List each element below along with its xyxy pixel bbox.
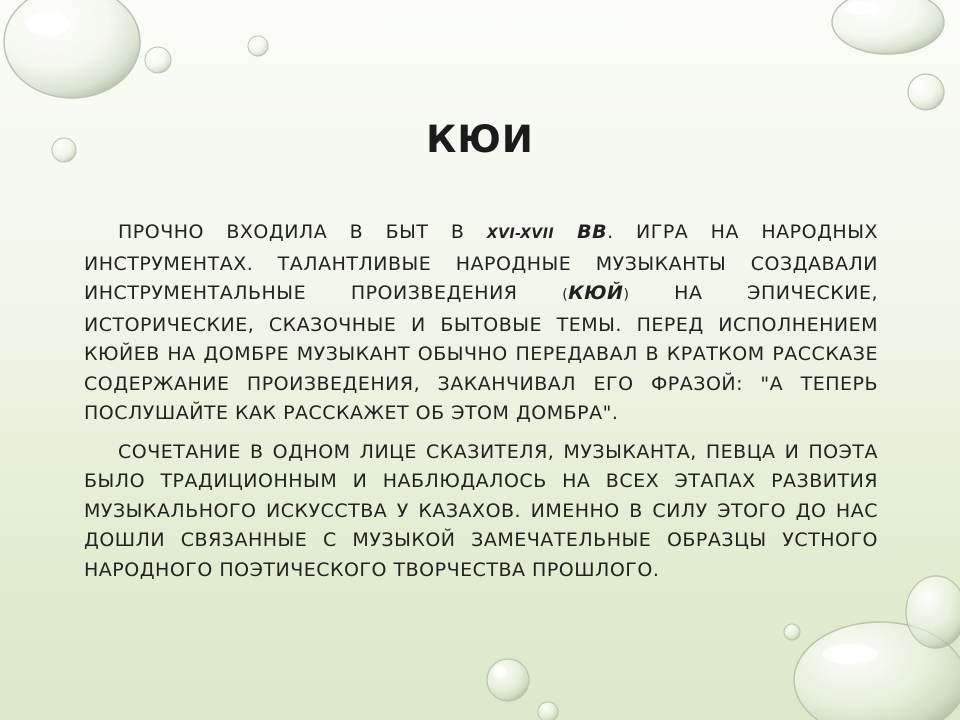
paragraph-2: СОЧЕТАНИЕ В ОДНОМ ЛИЦЕ СКАЗИТЕЛЯ, МУЗЫКАНТА, ПЕВЦА И ПОЭТА БЫЛО ТРАДИЦИОННЫМ И НАБЛЮДАЛОСЬ НА ВСЕХ ЭТАПАХ РАЗВИТИЯ МУЗЫКАЛЬНОГО ИСКУССТВА У КАЗАХОВ. ИМЕННО В СИЛУ ЭТОГО ДО НАС ДОШЛИ СВЯЗАННЫЕ С МУЗЫКОЙ ЗАМЕЧАТЕЛЬНЫЕ ОБРАЗЦЫ УСТНОГО НАРОДНОГО ПОЭТИЧЕСКОГО ТВОРЧЕСТВА ПРОШЛОГО.	[84, 440, 878, 581]
slide-title: КЮИ	[426, 118, 534, 161]
drop-bottom-right-large	[794, 622, 960, 720]
paragraph-1: ПРОЧНО ВХОДИЛА В БЫТ В XVI-XVII ВВ. ИГРА НА НАРОДНЫХ ИНСТРУМЕНТАХ. ТАЛАНТЛИВЫЕ НАРОДНЫЕ МУЗЫКАНТЫ СОЗДАВАЛИ ИНСТРУМЕНТАЛЬНЫЕ ПРОИЗВЕДЕНИЯ (КЮЙ) НА ЭПИЧЕСКИЕ, ИСТОРИЧЕСКИЕ, СКАЗОЧНЫЕ И БЫТОВЫЕ ТЕМЫ. ПЕРЕД ИСПОЛНЕНИЕМ КЮЙЕВ НА ДОМБРЕ МУЗЫКАНТ ОБЫЧНО ПЕРЕДАВАЛ В КРАТКОМ РАССКАЗЕ СОДЕРЖАНИЕ ПРОИЗВЕДЕНИЯ, ЗАКАНЧИВАЛ ЕГО ФРАЗОЙ: "А ТЕПЕРЬ ПОСЛУШАЙТЕ КАК РАССКАЖЕТ ОБ ЭТОМ ДОМБРА".	[84, 221, 878, 424]
drop-right-upper	[908, 74, 944, 110]
drop-bottom-right-small	[784, 624, 800, 640]
drop-bottom-center	[487, 659, 529, 701]
drop-bottom-right-mid	[906, 576, 960, 648]
drop-top-left-tiny	[248, 36, 268, 56]
drop-bottom-center-small	[538, 702, 558, 720]
drop-top-left-small	[145, 47, 171, 73]
drop-top-right-cluster	[832, 0, 944, 54]
drop-top-left-large	[4, 0, 140, 98]
slide-body	[84, 218, 878, 594]
